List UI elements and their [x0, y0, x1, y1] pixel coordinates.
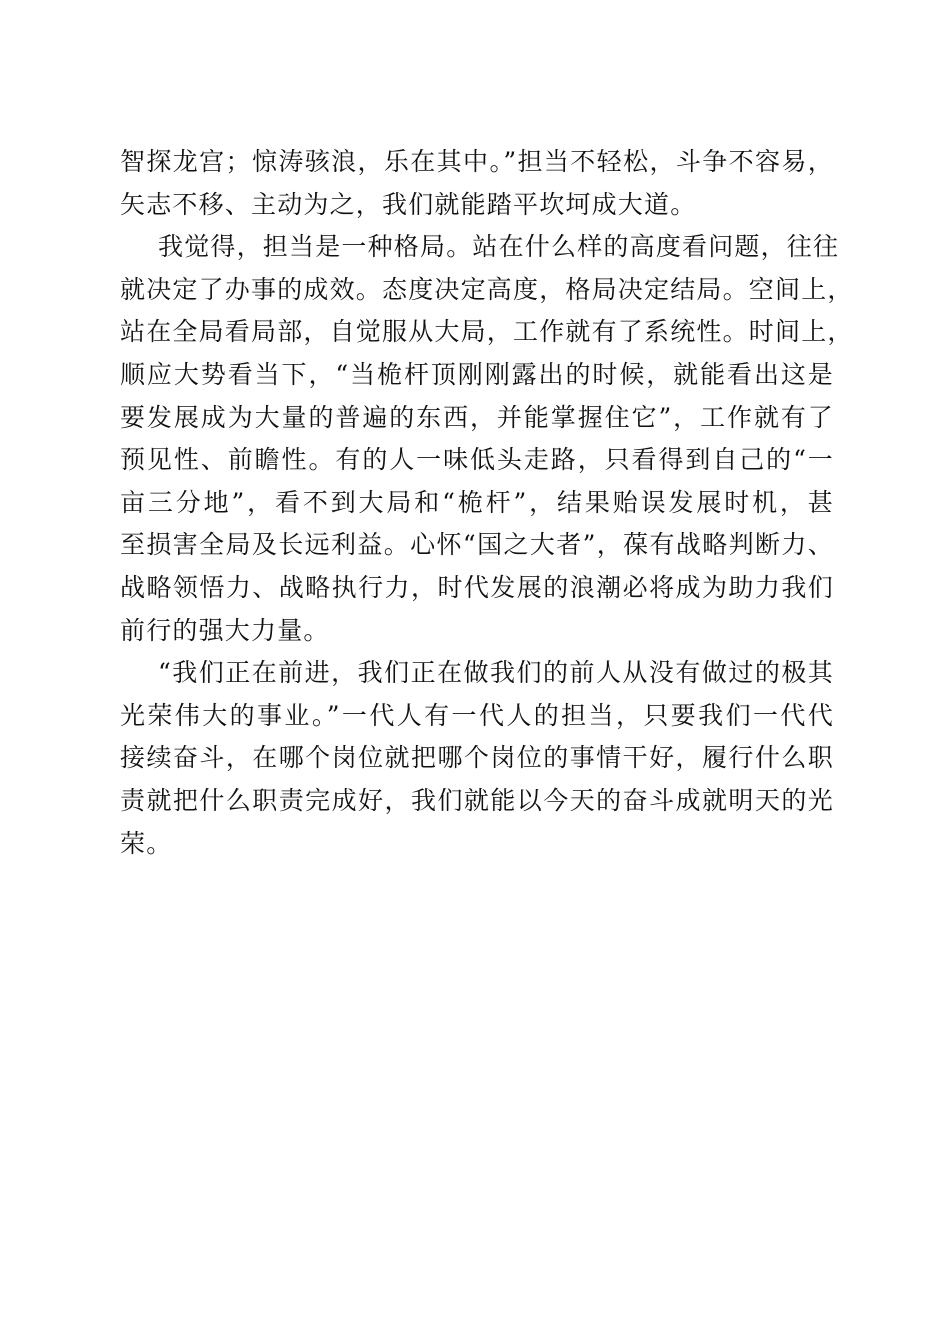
text-line: 站在全局看局部，自觉服从大局，工作就有了系统性。时间上，	[120, 317, 854, 347]
text-line: 前行的强大力量。	[120, 615, 330, 645]
text-line: 亩三分地”，看不到大局和“桅杆”，结果贻误发展时机，甚	[120, 487, 834, 517]
text-line: 我觉得，担当是一种格局。站在什么样的高度看问题，往往	[158, 232, 840, 262]
text-line: 光荣伟大的事业。”一代人有一代人的担当，只要我们一代代	[120, 700, 834, 730]
text-line: 接续奋斗，在哪个岗位就把哪个岗位的事情干好，履行什么职	[120, 743, 834, 773]
text-line: 就决定了办事的成效。态度决定高度，格局决定结局。空间上，	[120, 274, 854, 304]
text-line: 预见性、前瞻性。有的人一味低头走路，只看得到自己的“一	[120, 445, 834, 475]
text-line: 责就把什么职责完成好，我们就能以今天的奋斗成就明天的光	[120, 785, 834, 815]
text-line: “我们正在前进，我们正在做我们的前人从没有做过的极其	[158, 658, 834, 688]
text-line: 要发展成为大量的普遍的东西，并能掌握住它”，工作就有了	[120, 402, 834, 432]
body-text	[120, 141, 854, 865]
text-line: 荣。	[120, 828, 173, 858]
text-line: 战略领悟力、战略执行力，时代发展的浪潮必将成为助力我们	[120, 572, 834, 602]
text-line: 矢志不移、主动为之，我们就能踏平坎坷成大道。	[120, 189, 697, 219]
text-line: 至损害全局及长远利益。心怀“国之大者”，葆有战略判断力、	[120, 530, 834, 560]
text-line: 顺应大势看当下，“当桅杆顶刚刚露出的时候，就能看出这是	[120, 359, 834, 389]
text-line: 智探龙宫；惊涛骇浪，乐在其中。”担当不轻松，斗争不容易，	[120, 147, 834, 176]
